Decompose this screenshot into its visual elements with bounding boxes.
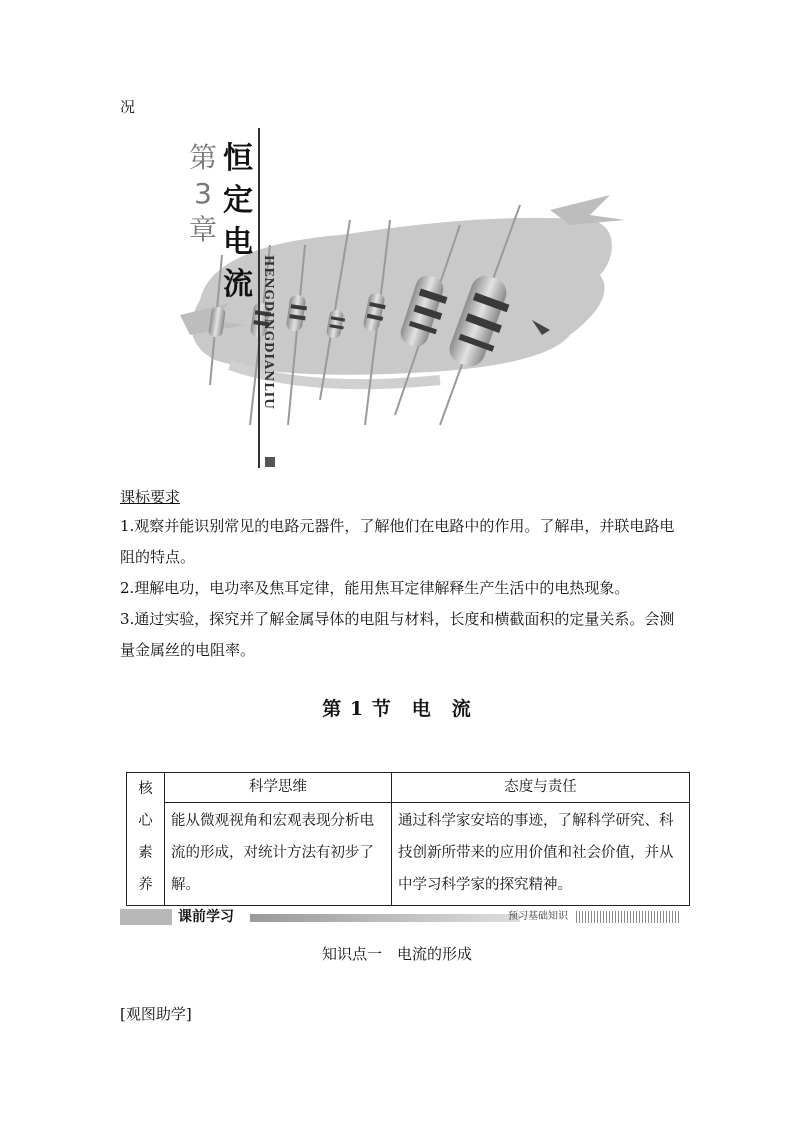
chapter-number-label bbox=[185, 140, 221, 248]
requirement-item: 1.观察并能识别常见的电路元器件，了解他们在电路中的作用。了解串，并联电路电阻的特点。 bbox=[120, 517, 675, 566]
observe-label: [观图助学] bbox=[120, 1005, 192, 1023]
core-literacy-table bbox=[126, 772, 690, 906]
banner-divider-line bbox=[258, 128, 260, 468]
cell-scientific-thinking: 能从微观视角和宏观表现分析电流的形成，对统计方法有初步了解。 bbox=[165, 803, 392, 906]
chapter-title-char: 电 bbox=[223, 225, 253, 260]
banner-square-mark bbox=[265, 457, 275, 467]
banner-left-block bbox=[120, 909, 172, 925]
pre-class-subtitle: 预习基础知识 bbox=[508, 911, 568, 922]
chapter-number: 3 bbox=[194, 177, 212, 210]
chapter-title bbox=[220, 138, 256, 306]
side-label-char: 核 bbox=[138, 781, 153, 797]
table-row bbox=[127, 803, 690, 906]
header-attitude-responsibility: 态度与责任 bbox=[392, 773, 690, 803]
knowledge-point-title: 知识点一 电流的形成 bbox=[321, 945, 472, 963]
banner-hatch-pattern bbox=[576, 911, 680, 923]
banner-gradient-bar bbox=[250, 914, 520, 922]
chapter-title-char: 恒 bbox=[223, 141, 253, 176]
requirement-item: 2.理解电功，电功率及焦耳定律，能用焦耳定律解释生产生活中的电热现象。 bbox=[120, 579, 630, 597]
side-label-char: 心 bbox=[138, 813, 153, 829]
header-scientific-thinking: 科学思维 bbox=[165, 773, 392, 803]
chapter-suffix-char: 章 bbox=[188, 213, 217, 246]
side-label-char: 养 bbox=[138, 877, 153, 893]
requirements-heading: 课标要求 bbox=[120, 488, 181, 506]
section-title: 第 1 节 电 流 bbox=[322, 698, 472, 720]
pre-class-label: 课前学习 bbox=[178, 909, 234, 925]
chapter-pinyin: HENGDINGDIANLIU bbox=[262, 255, 276, 410]
pre-class-banner bbox=[120, 908, 680, 926]
requirement-item: 3.通过实验，探究并了解金属导体的电阻与材料，长度和横截面积的定量关系。会测量金属丝的电阻率。 bbox=[120, 610, 675, 659]
side-label-char: 素 bbox=[138, 845, 153, 861]
chapter-title-char: 定 bbox=[223, 183, 253, 218]
table-row bbox=[127, 773, 690, 803]
chapter-prefix-char: 第 bbox=[188, 141, 217, 174]
chapter-title-char: 流 bbox=[223, 267, 253, 302]
core-literacy-side-label bbox=[127, 773, 165, 906]
cell-attitude-responsibility: 通过科学家安培的事迹，了解科学研究、科技创新所带来的应用价值和社会价值，并从中学习科学家的探究精神。 bbox=[392, 803, 690, 906]
top-fragment-text: 况 bbox=[120, 98, 136, 116]
